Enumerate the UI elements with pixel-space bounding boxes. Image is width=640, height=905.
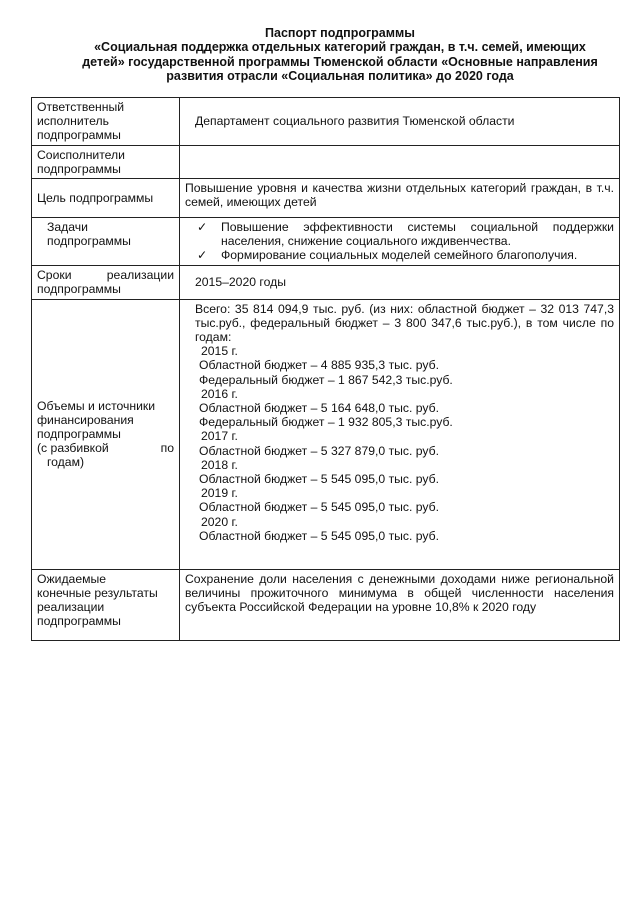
value-cell: [180, 179, 620, 218]
value-cell: [180, 98, 620, 146]
financing-year: 2015 г.: [201, 344, 238, 359]
terms-value: 2015–2020 годы: [195, 275, 286, 290]
financing-year: 2018 г.: [201, 457, 238, 472]
financing-line: Областной бюджет – 5 327 879,0 тыс. руб.: [199, 443, 440, 458]
table-row-responsible: [32, 98, 620, 146]
label-line: подпрограммы: [37, 161, 121, 176]
value-cell: [180, 299, 620, 569]
title-line-1: Паспорт подпрограммы: [265, 26, 415, 40]
label-line: годам): [47, 455, 85, 470]
checkmark-icon: ✓: [197, 248, 208, 263]
financing-by-year: [185, 344, 614, 543]
financing-line: Областной бюджет – 5 545 095,0 тыс. руб.: [199, 472, 440, 487]
label-line: конечные результаты: [37, 585, 158, 600]
value-cell: [180, 218, 620, 266]
label-word: по: [160, 441, 174, 456]
responsible-executor-value: Департамент социального развития Тюменской области: [195, 114, 515, 129]
table-row-tasks: [32, 218, 620, 266]
checkmark-icon: ✓: [197, 220, 208, 235]
label-word: Сроки: [37, 267, 72, 282]
label-line: Цель подпрограммы: [37, 190, 154, 205]
label-cell: [32, 98, 180, 146]
label-line: подпрограммы: [47, 234, 131, 249]
label-cell: [32, 569, 180, 640]
label-cell: [32, 265, 180, 299]
label-line: подпрограммы: [37, 128, 121, 143]
label-cell: [32, 179, 180, 218]
label-line: Задачи: [47, 220, 88, 235]
table-row-terms: [32, 265, 620, 299]
financing-line: Областной бюджет – 5 545 095,0 тыс. руб.: [199, 500, 440, 515]
label-line: подпрограммы: [37, 281, 121, 296]
financing-total: Всего: 35 814 094,9 тыс. руб. (из них: областной бюджет – 32 013 747,3 тыс.руб., федеральный бюджет – 3 800 347,6 тыс.руб.), в том числе по годам:: [195, 301, 614, 345]
title-line-4: развития отрасли «Социальная политика» до 2020 года: [166, 69, 514, 84]
table-row-expected-results: [32, 569, 620, 640]
financing-year: 2017 г.: [201, 429, 238, 444]
label-line: Ожидаемые: [37, 571, 107, 586]
expected-results-value: Сохранение доли населения с денежными доходами ниже региональной величины прожиточного минимума в общей численности населения субъекта Российской Федерации на уровне 10,8% к 2020 году: [185, 571, 614, 615]
goal-value: Повышение уровня и качества жизни отдельных категорий граждан, в т.ч. семей, имеющих детей: [185, 181, 614, 210]
value-cell: [180, 569, 620, 640]
label-line: финансирования: [37, 412, 134, 427]
document-title: [60, 26, 620, 84]
table-row-financing: [32, 299, 620, 569]
label-line: [37, 441, 174, 455]
table-row-coexecutors: [32, 145, 620, 178]
label-line: [37, 268, 174, 282]
task-text: Формирование социальных моделей семейного благополучия.: [221, 248, 578, 263]
financing-year: 2019 г.: [201, 486, 238, 501]
title-line-2: «Социальная поддержка отдельных категорий граждан, в т.ч. семей, имеющих: [94, 40, 586, 55]
label-cell: [32, 299, 180, 569]
task-item: [185, 248, 614, 262]
label-line: Соисполнители: [37, 147, 125, 162]
passport-table: [31, 97, 620, 641]
value-cell: [180, 265, 620, 299]
value-cell: [180, 145, 620, 178]
financing-line: Федеральный бюджет – 1 867 542,3 тыс.руб.: [199, 372, 453, 387]
label-word: реализации: [106, 267, 174, 282]
financing-line: Федеральный бюджет – 1 932 805,3 тыс.руб.: [199, 415, 453, 430]
label-line: исполнитель: [37, 114, 109, 129]
label-line: реализации: [37, 600, 105, 615]
financing-year: 2020 г.: [201, 514, 238, 529]
label-line: подпрограммы: [37, 614, 121, 629]
task-text: Повышение эффективности системы социальной поддержки населения, снижение социального иждивенчества.: [221, 220, 614, 249]
label-line: Ответственный: [37, 100, 125, 114]
title-line-3: детей» государственной программы Тюменской области «Основные направления: [82, 54, 598, 69]
financing-line: Областной бюджет – 4 885 935,3 тыс. руб.: [199, 358, 440, 373]
label-cell: [32, 218, 180, 266]
label-line: Объемы и источники: [37, 398, 156, 413]
table-row-goal: [32, 179, 620, 218]
financing-year: 2016 г.: [201, 386, 238, 401]
financing-line: Областной бюджет – 5 164 648,0 тыс. руб.: [199, 401, 440, 416]
financing-line: Областной бюджет – 5 545 095,0 тыс. руб.: [199, 528, 440, 543]
label-word: (с разбивкой: [37, 441, 109, 456]
label-cell: [32, 145, 180, 178]
task-item: [185, 220, 614, 248]
label-line: подпрограммы: [37, 427, 121, 442]
